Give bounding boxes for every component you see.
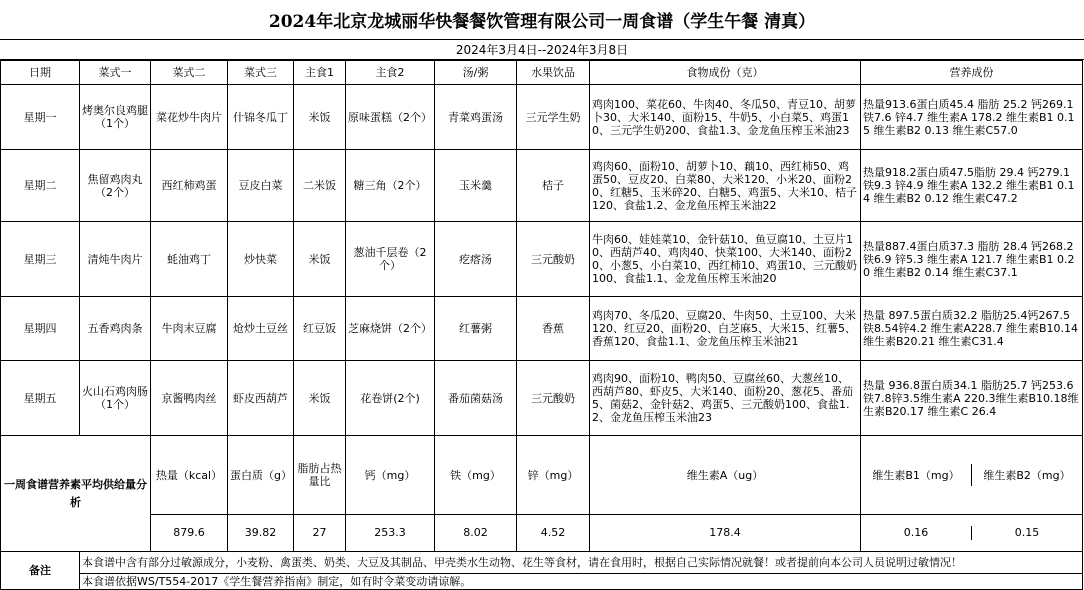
summary-value-b1: 0.16	[861, 526, 972, 540]
summary-header-b2: 维生素B2（mg）	[983, 468, 1071, 482]
staple2-cell: 原味蛋糕（2个）	[346, 85, 435, 150]
summary-value	[861, 515, 1083, 552]
table-row	[1, 222, 1083, 297]
fruit-cell: 三元学生奶	[517, 85, 590, 150]
nutrition-cell: 热量887.4蛋白质37.3 脂肪 28.4 钙268.2 铁6.9 锌5.3 维生素A 121.7 维生素B1 0.20 维生素B2 0.14 维生素C37.1	[861, 222, 1083, 297]
soup-cell: 疙瘩汤	[435, 222, 517, 297]
summary-value: 879.6	[151, 515, 228, 552]
note-row	[1, 552, 1083, 574]
note-label: 备注	[1, 552, 80, 590]
soup-cell: 红薯粥	[435, 297, 517, 361]
header-food: 食物成份（克）	[590, 61, 861, 85]
soup-cell: 青菜鸡蛋汤	[435, 85, 517, 150]
summary-value: 8.02	[435, 515, 517, 552]
table-row	[1, 150, 1083, 222]
staple1-cell: 红豆饭	[294, 297, 346, 361]
staple1-cell: 米饭	[294, 85, 346, 150]
summary-value: 178.4	[590, 515, 861, 552]
dish2-cell: 西红柿鸡蛋	[151, 150, 228, 222]
dish2-cell: 蚝油鸡丁	[151, 222, 228, 297]
food-cell: 鸡肉60、面粉10、胡萝卜10、藕10、西红柿50、鸡蛋50、豆皮20、白菜80、大米120、小米20、面粉20、红糖5、玉米碎20、白糖5、鸡蛋5、大米10、桔子120、食盐1.2、金龙鱼压榨玉米油22	[590, 150, 861, 222]
dish2-cell: 京酱鸭肉丝	[151, 361, 228, 436]
nutrition-cell: 热量918.2蛋白质47.5脂肪 29.4 钙279.1 铁9.3 锌4.9 维生素A 132.2 维生素B1 0.14 维生素B2 0.12 维生素C47.2	[861, 150, 1083, 222]
food-cell: 牛肉60、娃娃菜10、金针菇10、鱼豆腐10、土豆片10、西葫芦40、鸡肉40、快菜100、大米140、面粉20、小葱5、小白菜10、西红柿10、鸡蛋10、三元酸奶100、食盐1.1、金龙鱼压榨玉米油20	[590, 222, 861, 297]
summary-header: 蛋白质（g）	[228, 436, 294, 515]
summary-header	[861, 436, 1083, 515]
table-row	[1, 361, 1083, 436]
note-line-2: 本食谱依据WS/T554-2017《学生餐营养指南》制定，如有时令菜变动请谅解。	[80, 574, 1083, 590]
summary-header: 维生素A（ug）	[590, 436, 861, 515]
summary-value: 27	[294, 515, 346, 552]
page-title: 2024年北京龙城丽华快餐餐饮管理有限公司一周食谱（学生午餐 清真）	[0, 0, 1084, 40]
nutrition-cell: 热量913.6蛋白质45.4 脂肪 25.2 钙269.1 铁7.6 锌4.7 维生素A 178.2 维生素B1 0.15 维生素B2 0.13 维生素C57.0	[861, 85, 1083, 150]
staple2-cell: 葱油千层卷（2个）	[346, 222, 435, 297]
staple2-cell: 芝麻烧饼（2个）	[346, 297, 435, 361]
staple2-cell: 糖三角（2个）	[346, 150, 435, 222]
date-range: 2024年3月4日--2024年3月8日	[0, 40, 1084, 60]
dish1-cell: 五香鸡肉条	[80, 297, 151, 361]
nutrition-cell: 热量 936.8蛋白质34.1 脂肪25.7 钙253.6铁7.8锌3.5维生素A 220.3维生素B10.18维生素B20.17 维生素C 26.4	[861, 361, 1083, 436]
food-cell: 鸡肉70、冬瓜20、豆腐20、牛肉50、土豆100、大米120、红豆20、面粉20、白芝麻5、大米15、红薯5、香蕉120、食盐1.1、金龙鱼压榨玉米油21	[590, 297, 861, 361]
day-cell: 星期四	[1, 297, 80, 361]
staple2-cell: 花卷饼(2个)	[346, 361, 435, 436]
dish1-cell: 清炖牛肉片	[80, 222, 151, 297]
dish3-cell: 什锦冬瓜丁	[228, 85, 294, 150]
dish1-cell: 火山石鸡肉肠（1个）	[80, 361, 151, 436]
dish3-cell: 虾皮西葫芦	[228, 361, 294, 436]
table-row	[1, 297, 1083, 361]
staple1-cell: 米饭	[294, 361, 346, 436]
staple1-cell: 米饭	[294, 222, 346, 297]
food-cell: 鸡肉90、面粉10、鸭肉50、豆腐丝60、大葱丝10、西葫芦80、虾皮5、大米140、面粉20、葱花5、番茄5、菌菇2、金针菇2、鸡蛋5、三元酸奶100、食盐1.2、金龙鱼压榨玉米油23	[590, 361, 861, 436]
dish2-cell: 牛肉末豆腐	[151, 297, 228, 361]
day-cell: 星期一	[1, 85, 80, 150]
day-cell: 星期二	[1, 150, 80, 222]
soup-cell: 玉米羹	[435, 150, 517, 222]
dish3-cell: 豆皮白菜	[228, 150, 294, 222]
dish1-cell: 焦留鸡肉丸（2个）	[80, 150, 151, 222]
summary-title: 一周食谱营养素平均供给量分析	[1, 436, 151, 552]
summary-value: 253.3	[346, 515, 435, 552]
soup-cell: 番茄菌菇汤	[435, 361, 517, 436]
header-row	[1, 61, 1083, 85]
header-date: 日期	[1, 61, 80, 85]
header-dish1: 菜式一	[80, 61, 151, 85]
summary-value: 4.52	[517, 515, 590, 552]
summary-header-row	[1, 436, 1083, 515]
header-staple2: 主食2	[346, 61, 435, 85]
summary-header: 钙（mg）	[346, 436, 435, 515]
summary-value-b2: 0.15	[1014, 526, 1040, 539]
header-dish2: 菜式二	[151, 61, 228, 85]
header-nutrition: 营养成份	[861, 61, 1083, 85]
header-fruit: 水果饮品	[517, 61, 590, 85]
note-row	[1, 574, 1083, 590]
menu-table	[0, 60, 1083, 590]
day-cell: 星期三	[1, 222, 80, 297]
header-dish3: 菜式三	[228, 61, 294, 85]
food-cell: 鸡肉100、菜花60、牛肉40、冬瓜50、青豆10、胡萝卜30、大米140、面粉15、牛奶5、小白菜5、鸡蛋10、三元学生奶200、食盐1.3、金龙鱼压榨玉米油23	[590, 85, 861, 150]
summary-header: 热量（kcal）	[151, 436, 228, 515]
note-line-1: 本食谱中含有部分过敏源成分，小麦粉、禽蛋类、奶类、大豆及其制品、甲壳类水生动物、花生等食材，请在食用时，根据自己实际情况就餐！或者提前向本公司人员说明过敏情况！	[80, 552, 1083, 574]
summary-header: 锌（mg）	[517, 436, 590, 515]
dish3-cell: 炝炒土豆丝	[228, 297, 294, 361]
header-staple1: 主食1	[294, 61, 346, 85]
table-row	[1, 85, 1083, 150]
dish3-cell: 炒快菜	[228, 222, 294, 297]
summary-header: 脂肪占热量比	[294, 436, 346, 515]
dish1-cell: 烤奥尔良鸡腿（1个）	[80, 85, 151, 150]
summary-header-b1: 维生素B1（mg）	[861, 464, 972, 486]
fruit-cell: 香蕉	[517, 297, 590, 361]
summary-header: 铁（mg）	[435, 436, 517, 515]
summary-value-row	[1, 515, 1083, 552]
day-cell: 星期五	[1, 361, 80, 436]
header-soup: 汤/粥	[435, 61, 517, 85]
staple1-cell: 二米饭	[294, 150, 346, 222]
dish2-cell: 菜花炒牛肉片	[151, 85, 228, 150]
fruit-cell: 三元酸奶	[517, 361, 590, 436]
fruit-cell: 桔子	[517, 150, 590, 222]
fruit-cell: 三元酸奶	[517, 222, 590, 297]
nutrition-cell: 热量 897.5蛋白质32.2 脂肪25.4钙267.5铁8.54锌4.2 维生素A228.7 维生素B10.14 维生素B20.21 维生素C31.4	[861, 297, 1083, 361]
summary-value: 39.82	[228, 515, 294, 552]
